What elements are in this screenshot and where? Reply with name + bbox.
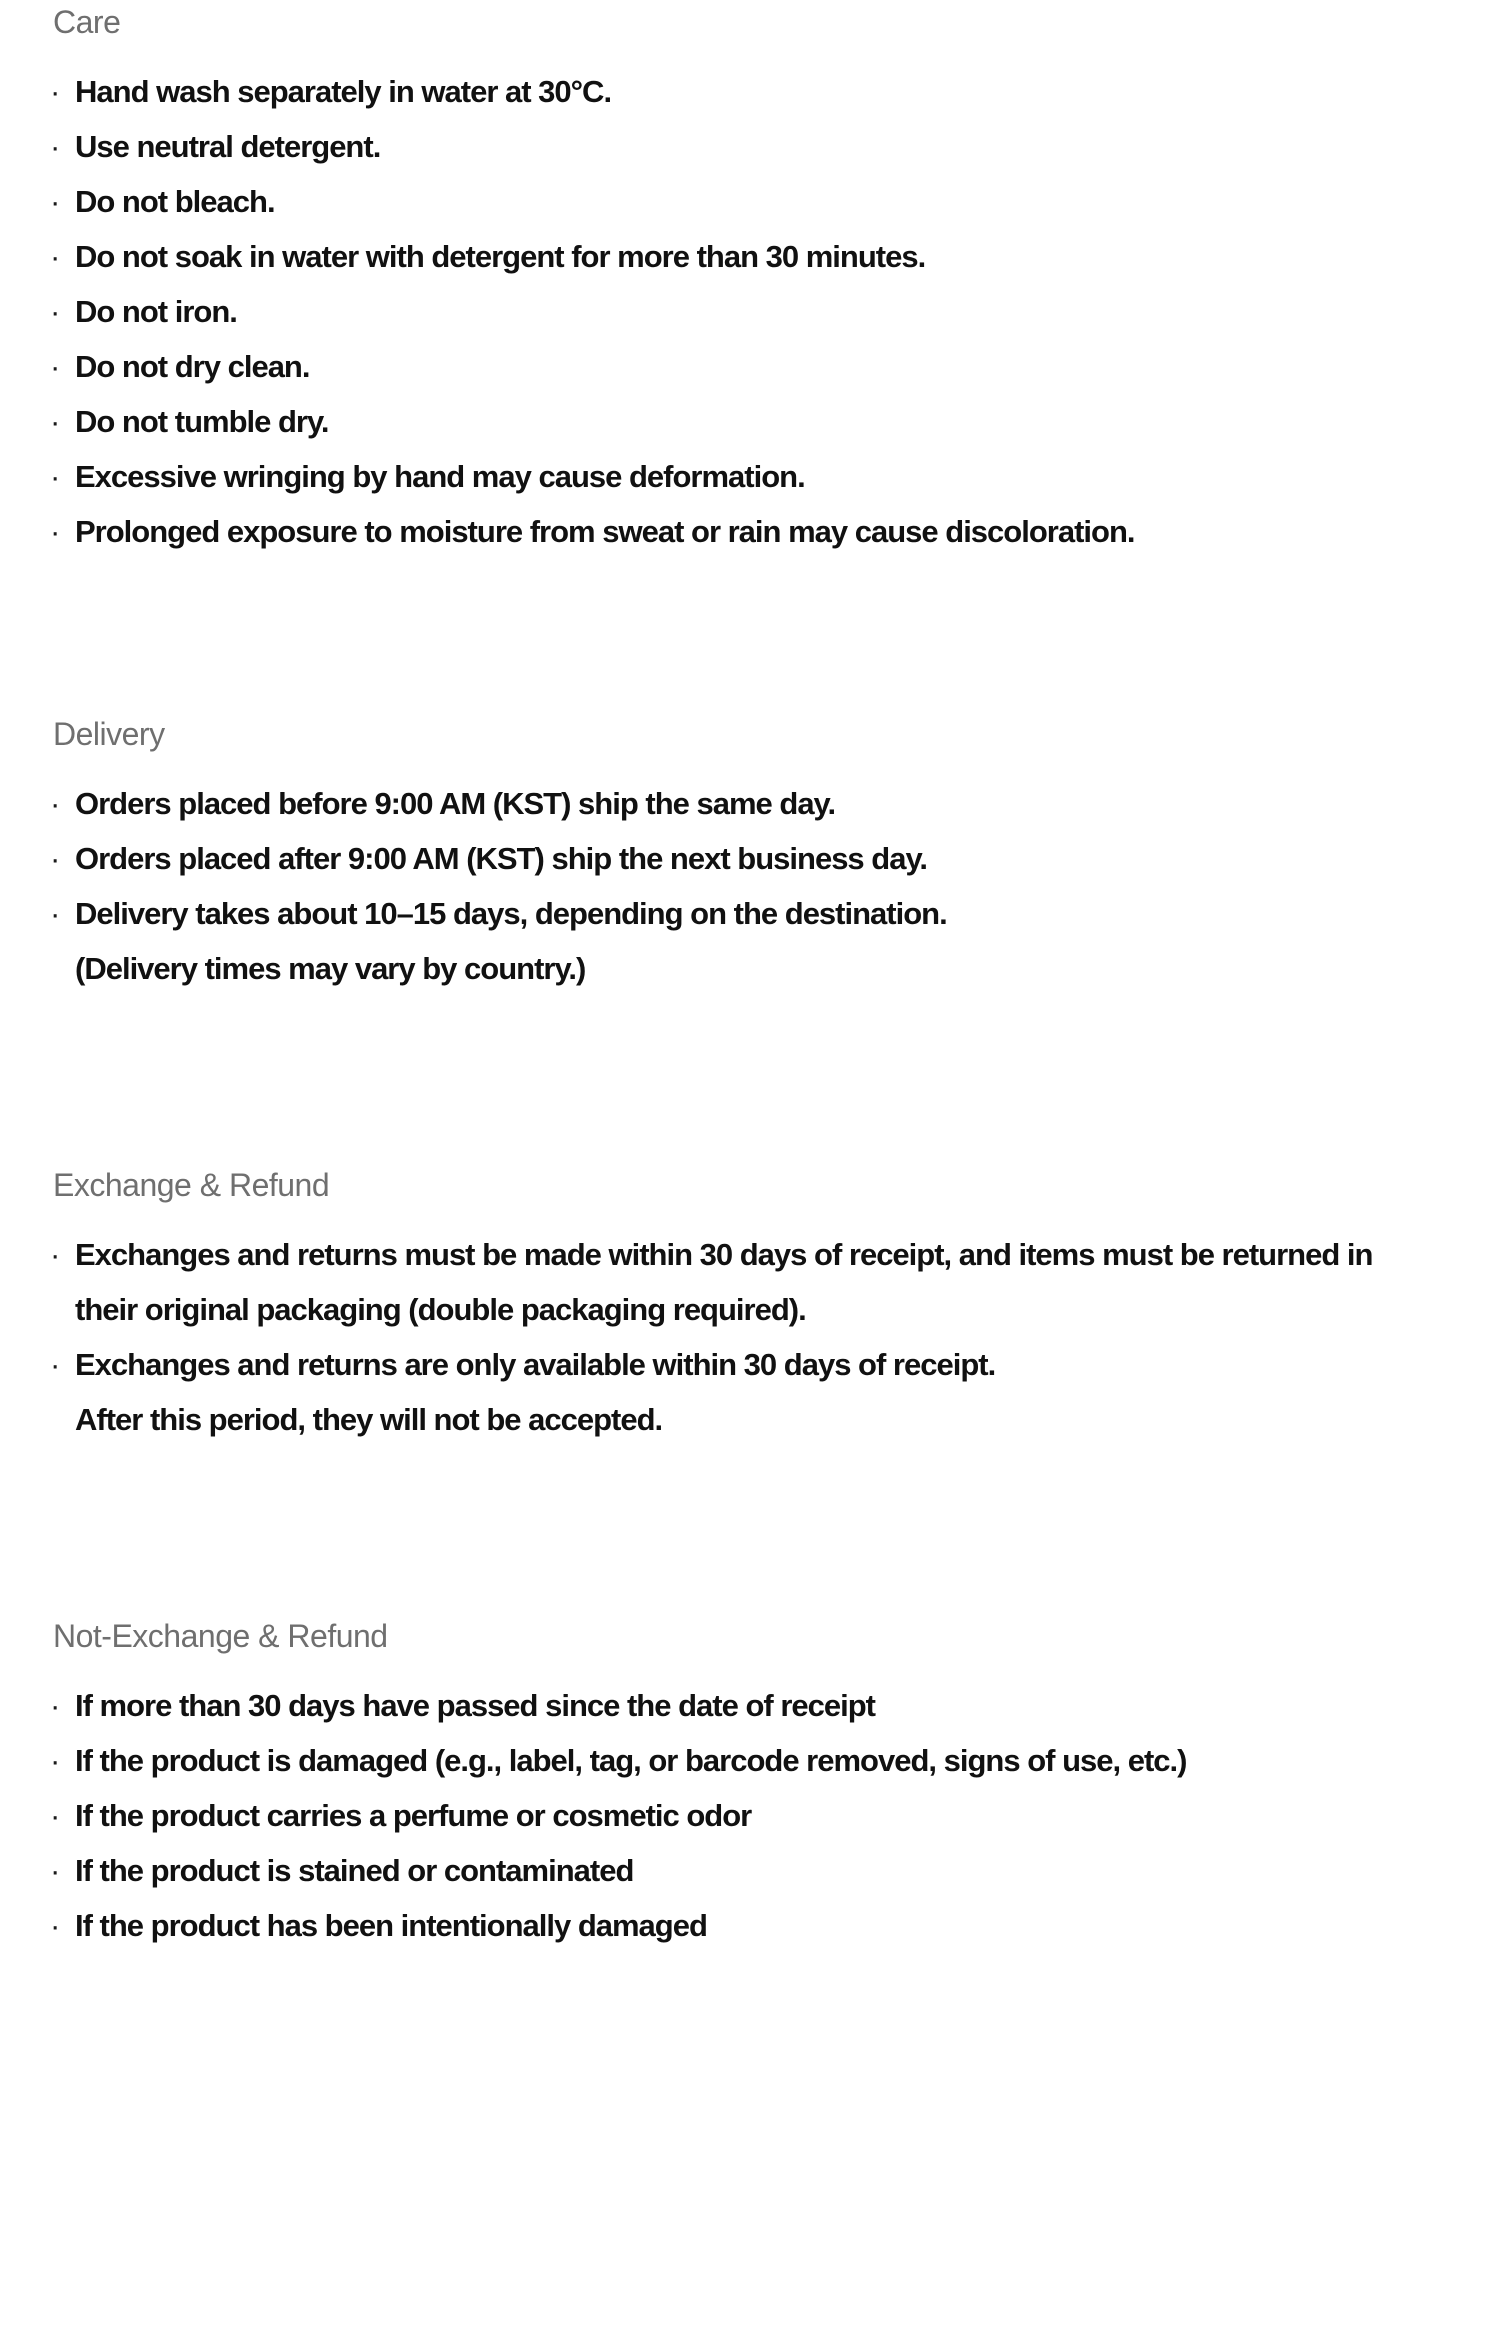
- bullet-icon: ·: [50, 1237, 61, 1272]
- bullet-icon: ·: [50, 1798, 61, 1833]
- section-heading-exchange-refund: Exchange & Refund: [53, 1167, 330, 1203]
- list-item: [50, 64, 1450, 119]
- list-item: [50, 174, 1450, 229]
- list-item-text: Use neutral detergent.: [75, 129, 381, 164]
- list-item-text: Exchanges and returns must be made within 30 days of receipt, and items must be returned in: [75, 1237, 1373, 1272]
- bullet-icon: ·: [50, 294, 61, 329]
- exchange-refund-list: [50, 1227, 1450, 1447]
- bullet-icon: ·: [50, 129, 61, 164]
- list-item-text: Do not iron.: [75, 294, 237, 329]
- list-item-text: Excessive wringing by hand may cause deformation.: [75, 459, 805, 494]
- section-heading-delivery: Delivery: [53, 716, 165, 752]
- list-item-continuation: [50, 1282, 1450, 1337]
- section-heading-not-exchange-refund: Not-Exchange & Refund: [53, 1618, 388, 1654]
- list-item: [50, 1678, 1450, 1733]
- section-delivery: [50, 714, 1450, 996]
- list-item: [50, 1337, 1450, 1392]
- section-exchange-refund: [50, 1165, 1450, 1447]
- delivery-list: [50, 776, 1450, 996]
- list-item-text: Hand wash separately in water at 30°C.: [75, 74, 612, 109]
- list-item: [50, 394, 1450, 449]
- bullet-icon: ·: [50, 1688, 61, 1723]
- list-item-text: If the product is stained or contaminated: [75, 1853, 634, 1888]
- bullet-icon: ·: [50, 786, 61, 821]
- list-item-text: If the product carries a perfume or cosmetic odor: [75, 1798, 752, 1833]
- list-item-text: Do not tumble dry.: [75, 404, 329, 439]
- list-item-continuation: [50, 1392, 1450, 1447]
- section-heading-care: Care: [53, 4, 121, 40]
- section-care: [50, 2, 1450, 559]
- list-item: [50, 1788, 1450, 1843]
- bullet-icon: ·: [50, 404, 61, 439]
- bullet-icon: ·: [50, 349, 61, 384]
- list-item-text: If the product has been intentionally damaged: [75, 1908, 707, 1943]
- list-item-text: If more than 30 days have passed since the date of receipt: [75, 1688, 875, 1723]
- list-item-text: If the product is damaged (e.g., label, tag, or barcode removed, signs of use, etc.): [75, 1743, 1187, 1778]
- list-item-text: Do not soak in water with detergent for more than 30 minutes.: [75, 239, 926, 274]
- bullet-icon: ·: [50, 1743, 61, 1778]
- bullet-icon: ·: [50, 896, 61, 931]
- bullet-icon: ·: [50, 1908, 61, 1943]
- bullet-icon: ·: [50, 514, 61, 549]
- list-item-text: Do not dry clean.: [75, 349, 310, 384]
- list-item-text: Orders placed before 9:00 AM (KST) ship the same day.: [75, 786, 836, 821]
- list-item: [50, 284, 1450, 339]
- bullet-icon: ·: [50, 841, 61, 876]
- bullet-icon: ·: [50, 74, 61, 109]
- care-list: [50, 64, 1450, 559]
- list-item-text: After this period, they will not be accepted.: [75, 1402, 663, 1437]
- list-item-text: (Delivery times may vary by country.): [75, 951, 586, 986]
- list-item: [50, 831, 1450, 886]
- list-item-text: their original packaging (double packaging required).: [75, 1292, 806, 1327]
- list-item: [50, 229, 1450, 284]
- list-item: [50, 1227, 1450, 1282]
- list-item: [50, 1843, 1450, 1898]
- list-item-text: Exchanges and returns are only available within 30 days of receipt.: [75, 1347, 996, 1382]
- bullet-icon: ·: [50, 1347, 61, 1382]
- bullet-icon: ·: [50, 1853, 61, 1888]
- bullet-icon: ·: [50, 459, 61, 494]
- section-not-exchange-refund: [50, 1616, 1450, 1953]
- not-exchange-refund-list: [50, 1678, 1450, 1953]
- bullet-icon: ·: [50, 184, 61, 219]
- list-item-text: Prolonged exposure to moisture from sweat or rain may cause discoloration.: [75, 514, 1135, 549]
- list-item-text: Orders placed after 9:00 AM (KST) ship the next business day.: [75, 841, 928, 876]
- list-item: [50, 1733, 1450, 1788]
- list-item: [50, 1898, 1450, 1953]
- list-item-text: Do not bleach.: [75, 184, 275, 219]
- bullet-icon: ·: [50, 239, 61, 274]
- list-item: [50, 776, 1450, 831]
- list-item-continuation: [50, 941, 1450, 996]
- list-item: [50, 504, 1450, 559]
- list-item-text: Delivery takes about 10–15 days, depending on the destination.: [75, 896, 947, 931]
- list-item: [50, 339, 1450, 394]
- list-item: [50, 119, 1450, 174]
- list-item: [50, 449, 1450, 504]
- list-item: [50, 886, 1450, 941]
